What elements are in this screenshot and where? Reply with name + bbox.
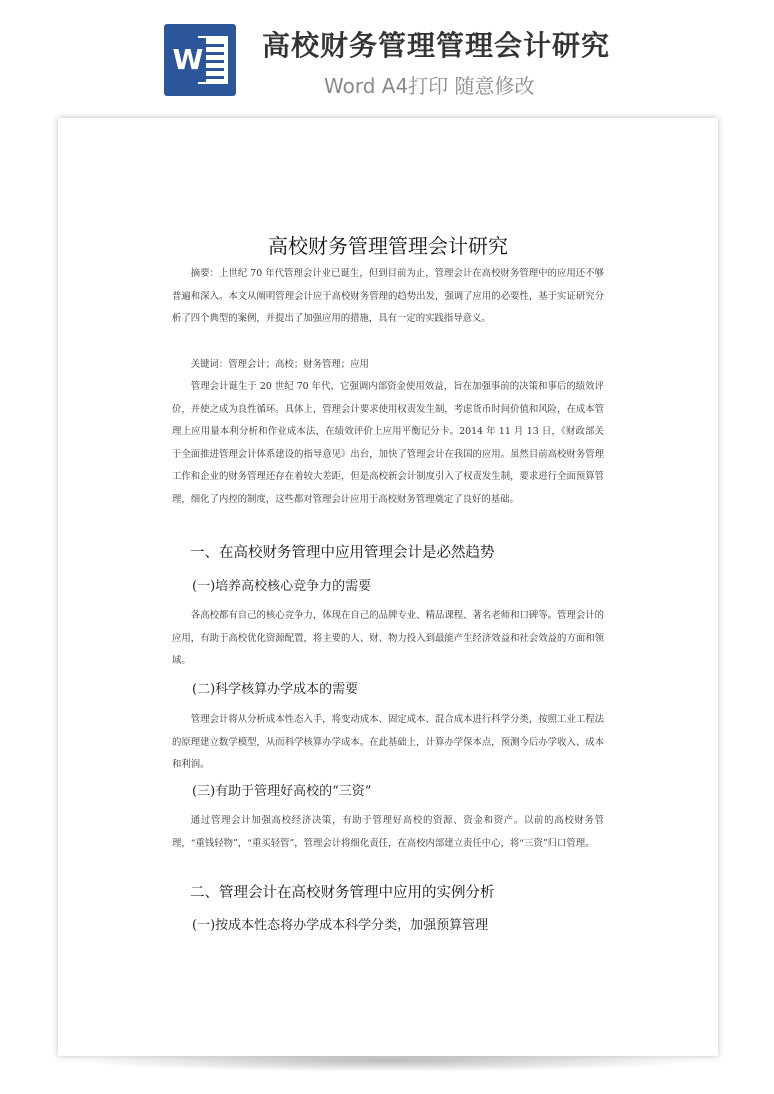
keywords-paragraph: 关键词：管理会计；高校；财务管理；应用 [190,359,369,370]
word-logo-letter: W [170,38,206,82]
abstract-paragraph: 摘要：上世纪 70 年代管理会计业已诞生，但到目前为止，管理会计在高校财务管理中的应用还不够普遍和深入。本文从阐明管理会计应于高校财务管理的趋势出发，强调了应用的必要性，基于实证研究分析了四个典型的案例，并提出了加强应用的措施，具有一定的实践指导意义。 [172,268,604,325]
section-heading-2: 二、管理会计在高校财务管理中应用的实例分析 [190,885,495,901]
document-page [58,118,718,1056]
section-heading-1: 一、在高校财务管理中应用管理会计是必然趋势 [190,545,495,561]
subsection-heading-1-2: (二)科学核算办学成本的需要 [192,682,359,697]
header-subtitle: Word A4打印 随意修改 [324,74,535,98]
section1-paragraph-2: 管理会计将从分析成本性态入手，将变动成本、固定成本、混合成本进行科学分类，按照工业工程法的原理建立数学模型，从而科学核算办学成本。在此基础上，计算办学保本点，预测今后办学收入、成本和利润。 [172,714,604,771]
subsection-heading-1-1: (一)培养高校核心竞争力的需要 [192,579,372,594]
header-title: 高校财务管理管理会计研究 [262,29,611,62]
document-title: 高校财务管理管理会计研究 [268,234,508,258]
word-logo-icon [164,24,236,96]
subsection-heading-1-3: (三)有助于管理好高校的“三资” [192,784,372,799]
section1-paragraph-3: 通过管理会计加强高校经济决策，有助于管理好高校的资源、资金和资产。以前的高校财务管理，“重钱轻物”，“重买轻管”，管理会计将细化责任，在高校内部建立责任中心，将“三资”归口管理。 [172,815,604,849]
intro-paragraph: 管理会计诞生于 20 世纪 70 年代，它强调内部资金使用效益，旨在加强事前的决策和事后的绩效评价，并使之成为良性循环。具体上，管理会计要求使用权责发生制，考虑货币时间价值和风险，在成本管理上应用量本利分析和作业成本法，在绩效评价上应用平衡记分卡。2014 年 11 月 13 日，《财政部关于全面推进管理会计体系建设的指导意见》出台，加快了管理会计在我国的应用。虽然目前高校财务管理工作和企业的财务管理还存在着较大差距，但是高校新会计制度引入了权责发生制，要求进行全面预算管理，细化了内控的制度，这些都对管理会计应用于高校财务管理奠定了良好的基础。 [172,381,604,505]
section1-paragraph-1: 各高校都有自己的核心竞争力，体现在自己的品牌专业、精品课程、著名老师和口碑等。管理会计的应用，有助于高校优化资源配置，将主要的人、财、物力投入到最能产生经济效益和社会效益的方面和领域。 [172,610,604,667]
subsection-heading-2-1: (一)按成本性态将办学成本科学分类，加强预算管理 [192,918,489,933]
header-banner [0,0,774,110]
